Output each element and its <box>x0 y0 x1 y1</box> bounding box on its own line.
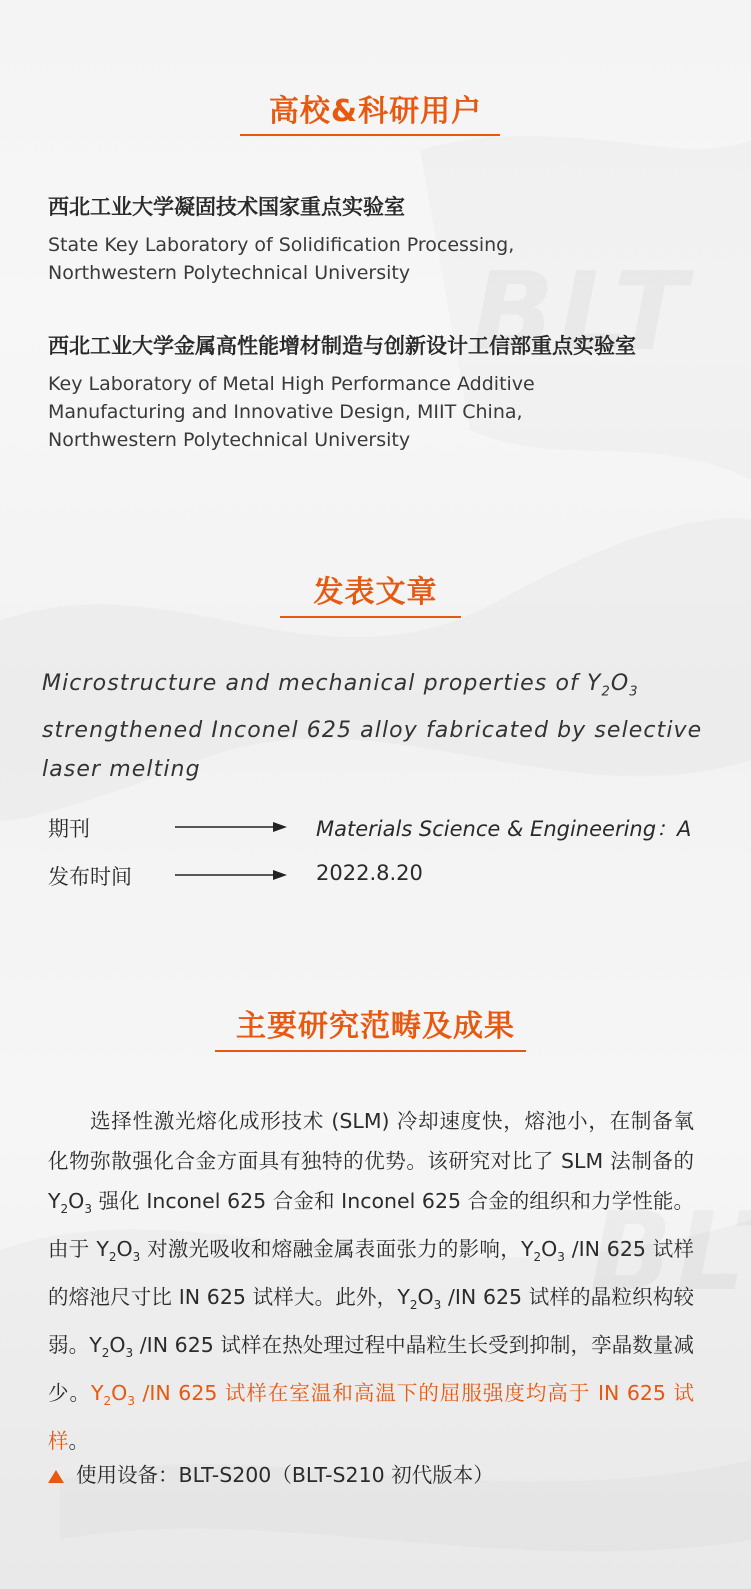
summary-text: O <box>116 1237 133 1262</box>
paper-title <box>42 664 712 789</box>
research-summary <box>48 1101 694 1461</box>
institution-en-name: State Key Laboratory of Solidification Processing, Northwestern Polytechnical University <box>48 234 515 284</box>
date-value: 2022.8.20 <box>316 861 423 885</box>
section-title-research: 主要研究范畴及成果 <box>236 1009 515 1044</box>
subscript: 3 <box>557 1250 565 1265</box>
subscript: 2 <box>103 1394 112 1409</box>
paper-title-subscript: 3 <box>629 684 639 700</box>
triangle-bullet-icon <box>48 1470 64 1483</box>
paper-title-text: strengthened Inconel 625 alloy fabricated by selective laser melting <box>42 718 703 783</box>
subscript: 3 <box>125 1346 134 1361</box>
section-title-publication: 发表文章 <box>313 575 438 610</box>
summary-text: 强化 Inconel 625 合金和 Inconel 625 合金的组织和力学性能。由于 Y <box>48 1189 694 1262</box>
section-title-underline <box>280 616 461 618</box>
summary-text: /IN 625 试样的晶粒织构较弱。Y <box>48 1285 694 1358</box>
arrow-right-icon <box>175 820 287 834</box>
summary-text: O <box>417 1285 434 1310</box>
subscript: 2 <box>101 1346 110 1361</box>
summary-text: 对激光吸收和熔融金属表面张力的影响，Y <box>147 1237 534 1262</box>
subscript: 3 <box>84 1202 92 1217</box>
date-label: 发布时间 <box>48 865 132 889</box>
highlight-text-part: Y <box>91 1381 104 1406</box>
summary-text: /IN 625 试样的熔池尺寸比 IN 625 试样大。此外，Y <box>48 1237 694 1310</box>
summary-text: 选择性激光熔化成形技术 (SLM) 冷却速度快，熔池小，在制备氧化物弥散强化合金方面具有独特的优势。该研究对比了 SLM 法制备的 Y <box>48 1109 694 1213</box>
equipment-text: 使用设备：BLT-S200（BLT-S210 初代版本） <box>76 1463 494 1487</box>
summary-text: 。 <box>68 1429 89 1454</box>
summary-text: /IN 625 试样在热处理过程中晶粒生长受到抑制，孪晶数量减少。 <box>48 1333 694 1406</box>
highlight-text <box>48 1381 694 1453</box>
institution-en-name: Key Laboratory of Metal High Performance Additive Manufacturing and Innovative Design, MIIT China, Northwestern Polytechnical University <box>48 373 535 451</box>
institution-cn-name: 西北工业大学凝固技术国家重点实验室 <box>48 195 405 219</box>
subscript: 3 <box>132 1250 141 1265</box>
institution-cn-name: 西北工业大学金属高性能增材制造与创新设计工信部重点实验室 <box>48 334 636 358</box>
section-title-underline <box>215 1050 526 1052</box>
highlight-text-part: /IN 625 试样在室温和高温下的屈服强度均高于 IN 625 试样 <box>48 1381 694 1454</box>
journal-label: 期刊 <box>48 817 90 841</box>
subscript: 2 <box>60 1202 69 1217</box>
section-title-underline <box>240 134 500 136</box>
paper-title-text: O <box>610 671 630 696</box>
summary-text: O <box>109 1333 126 1358</box>
section-title-users: 高校&科研用户 <box>268 94 483 129</box>
summary-text: O <box>68 1189 85 1213</box>
equipment-line <box>48 1458 494 1488</box>
summary-text: O <box>541 1237 558 1262</box>
subscript: 3 <box>127 1394 135 1409</box>
subscript: 3 <box>433 1298 442 1313</box>
paper-title-subscript: 2 <box>601 684 611 700</box>
arrow-right-icon <box>175 868 287 882</box>
subscript: 2 <box>108 1250 117 1265</box>
subscript: 2 <box>533 1250 542 1265</box>
highlight-text-part: O <box>111 1381 128 1406</box>
journal-value: Materials Science & Engineering：A <box>316 817 692 841</box>
subscript: 2 <box>409 1298 418 1313</box>
paper-title-text: Microstructure and mechanical properties of Y <box>42 671 602 696</box>
